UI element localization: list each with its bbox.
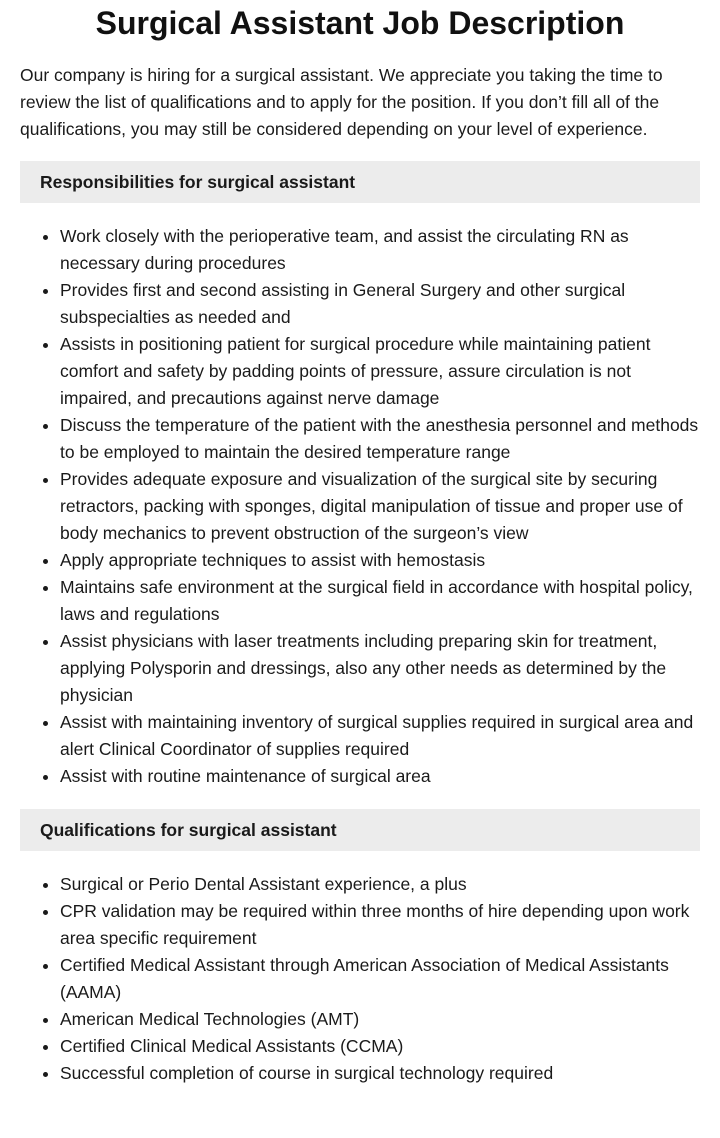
responsibilities-list <box>20 223 700 790</box>
list-item: • Certified Medical Assistant through American Association of Medical Assistants (AAMA) <box>60 952 700 1006</box>
list-item: • Assists in positioning patient for surgical procedure while maintaining patient comfort and safety by padding points of pressure, assure circulation is not impaired, and precautions against nerve damage <box>60 331 700 412</box>
qualifications-header: Qualifications for surgical assistant <box>20 809 700 851</box>
list-item: • Successful completion of course in surgical technology required <box>60 1060 700 1087</box>
list-item: • Assist physicians with laser treatments including preparing skin for treatment, applying Polysporin and dressings, also any other needs as determined by the physician <box>60 628 700 709</box>
intro-paragraph: Our company is hiring for a surgical assistant. We appreciate you taking the time to review the list of qualifications and to apply for the position. If you don’t fill all of the qualifications, you may still be considered depending on your level of experience. <box>20 65 663 139</box>
list-item: • Certified Clinical Medical Assistants (CCMA) <box>60 1033 700 1060</box>
list-item: • American Medical Technologies (AMT) <box>60 1006 700 1033</box>
list-item: • Surgical or Perio Dental Assistant experience, a plus <box>60 871 700 898</box>
list-item: • Apply appropriate techniques to assist with hemostasis <box>60 547 700 574</box>
list-item: • CPR validation may be required within three months of hire depending upon work area specific requirement <box>60 898 700 952</box>
list-item: • Discuss the temperature of the patient with the anesthesia personnel and methods to be employed to maintain the desired temperature range <box>60 412 700 466</box>
list-item: • Work closely with the perioperative team, and assist the circulating RN as necessary during procedures <box>60 223 700 277</box>
list-item: • Provides first and second assisting in General Surgery and other surgical subspecialties as needed and <box>60 277 700 331</box>
list-item: • Assist with routine maintenance of surgical area <box>60 763 700 790</box>
list-item: • Assist with maintaining inventory of surgical supplies required in surgical area and alert Clinical Coordinator of supplies required <box>60 709 700 763</box>
list-item: • Maintains safe environment at the surgical field in accordance with hospital policy, laws and regulations <box>60 574 700 628</box>
page-title: Surgical Assistant Job Description <box>95 5 625 41</box>
responsibilities-header: Responsibilities for surgical assistant <box>20 161 700 203</box>
qualifications-list <box>20 871 700 1087</box>
list-item: • Provides adequate exposure and visualization of the surgical site by securing retractors, packing with sponges, digital manipulation of tissue and proper use of body mechanics to prevent obstruction of the surgeon’s view <box>60 466 700 547</box>
